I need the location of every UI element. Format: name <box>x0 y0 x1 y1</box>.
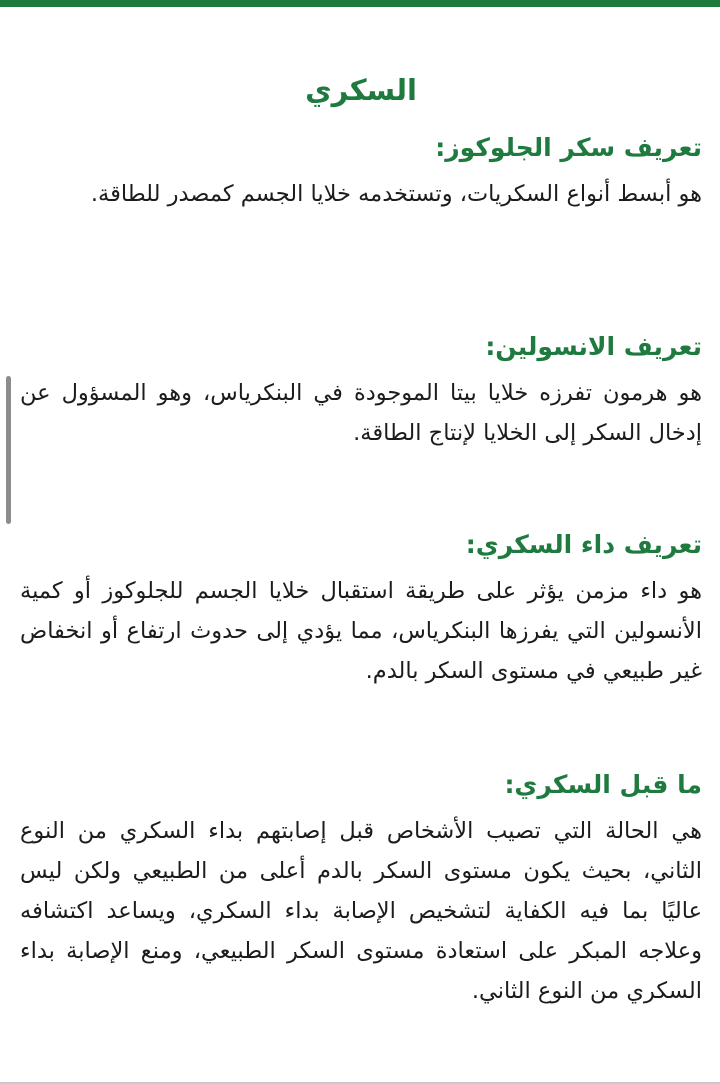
section-body: هو هرمون تفرزه خلايا بيتا الموجودة في البنكرياس، وهو المسؤول عن إدخال السكر إلى الخلايا لإنتاج الطاقة. <box>20 380 702 446</box>
section-glucose-definition <box>20 128 702 214</box>
section-heading: تعريف داء السكري: <box>465 530 702 559</box>
section-prediabetes <box>20 765 702 1011</box>
section-heading: تعريف الانسولين: <box>485 332 702 361</box>
section-body: هو أبسط أنواع السكريات، وتستخدمه خلايا الجسم كمصدر للطاقة. <box>90 181 702 207</box>
section-heading: ما قبل السكري: <box>504 770 702 799</box>
section-heading: تعريف سكر الجلوكوز: <box>435 133 702 162</box>
top-accent-bar <box>0 0 720 7</box>
section-diabetes-definition <box>20 525 702 691</box>
section-insulin-definition <box>20 327 702 453</box>
page-title: السكري <box>305 73 417 107</box>
section-body: هو داء مزمن يؤثر على طريقة استقبال خلايا الجسم للجلوكوز أو كمية الأنسولين التي يفرزها البنكرياس، مما يؤدي إلى حدوث ارتفاع أو انخفاض غير طبيعي في مستوى السكر بالدم. <box>20 578 702 684</box>
section-body: هي الحالة التي تصيب الأشخاص قبل إصابتهم بداء السكري من النوع الثاني، بحيث يكون مستوى السكر بالدم أعلى من الطبيعي ولكن ليس عاليًا بما فيه الكفاية لتشخيص الإصابة بداء السكري، ويساعد اكتشافه وعلاجه المبكر على استعادة مستوى السكر الطبيعي، ومنع الإصابة بداء السكري من النوع الثاني. <box>20 818 702 1004</box>
scrollbar-thumb[interactable] <box>6 376 11 524</box>
